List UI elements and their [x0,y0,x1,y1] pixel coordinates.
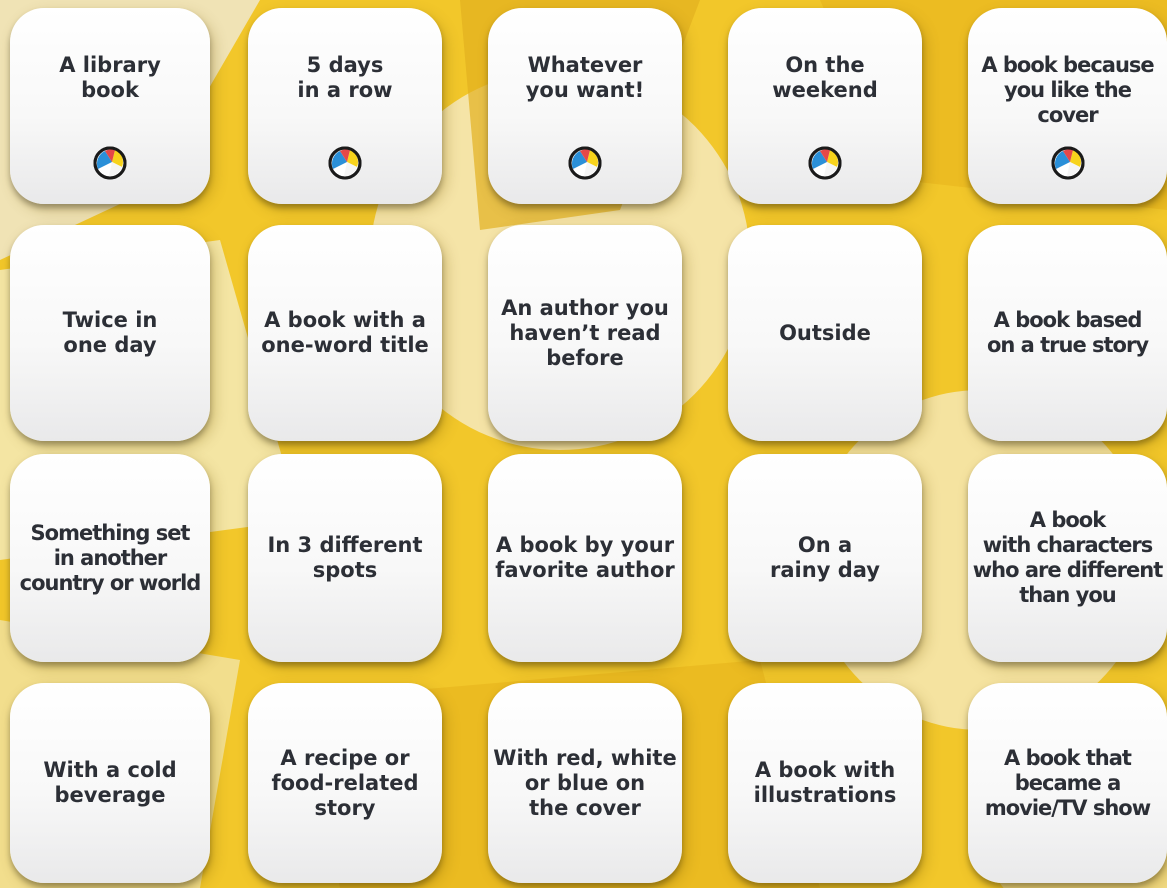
bingo-tile[interactable] [10,454,210,662]
beach-ball-icon [808,146,842,180]
bingo-tile[interactable] [728,225,922,441]
bingo-tile[interactable] [248,683,442,883]
bingo-tile[interactable] [728,454,922,662]
bingo-tile[interactable] [488,225,682,441]
bingo-tile-label: An author you haven’t read before [501,295,669,370]
bingo-tile-label: A book by your favorite author [495,533,675,582]
bingo-tile-label: With a cold beverage [43,758,177,807]
bingo-tile-label: On a rainy day [770,533,880,582]
bingo-tile-label: 5 days in a row [297,53,393,102]
bingo-tile[interactable] [248,454,442,662]
bingo-tile-label: With red, white or blue on the cover [493,745,677,820]
bingo-tile-label: Whatever you want! [525,53,645,102]
bingo-tile[interactable] [488,683,682,883]
bingo-tile-label: A book with illustrations [753,758,897,807]
bingo-tile[interactable] [968,683,1167,883]
bingo-tile-label: Outside [779,320,871,345]
bingo-tile-label: On the weekend [772,53,878,102]
bingo-tile[interactable] [10,683,210,883]
bingo-tile[interactable] [10,225,210,441]
bingo-tile-label: A library book [59,53,161,102]
beach-ball-icon [328,146,362,180]
bingo-tile[interactable] [968,225,1167,441]
bingo-tile[interactable] [968,8,1167,204]
bingo-tile[interactable] [488,454,682,662]
bingo-tile[interactable] [488,8,682,204]
bingo-tile[interactable] [728,683,922,883]
bingo-tile-label: In 3 different spots [267,533,423,582]
beach-ball-icon [93,146,127,180]
bingo-tile[interactable] [968,454,1167,662]
bingo-tile-label: A book based on a true story [986,308,1149,357]
bingo-tile-label: Twice in one day [62,308,158,357]
bingo-tile[interactable] [728,8,922,204]
bingo-tile-label: A book because you like the cover [981,53,1154,127]
beach-ball-icon [1051,146,1085,180]
bingo-tile-label: A recipe or food-related story [271,745,419,820]
bingo-tile[interactable] [10,8,210,204]
bingo-tile-label: A book with characters who are different than you [972,508,1163,607]
beach-ball-icon [568,146,602,180]
bingo-tile-label: Something set in another country or world [19,520,201,595]
bingo-tile-label: A book that became a movie/TV show [984,745,1151,820]
bingo-tile[interactable] [248,8,442,204]
bingo-tile[interactable] [248,225,442,441]
bingo-tile-label: A book with a one-word title [261,308,429,357]
